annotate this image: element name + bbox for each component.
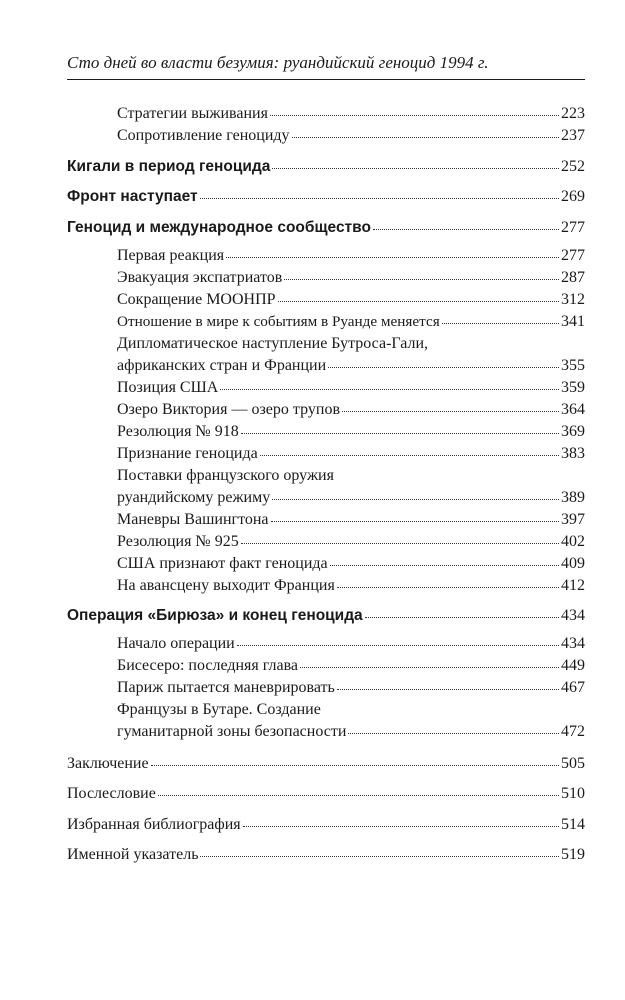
toc-entry-title: Фронт наступает (67, 188, 198, 205)
toc-chapter (67, 187, 585, 207)
toc-entry-page: 383 (561, 445, 585, 462)
dot-leader (243, 822, 559, 827)
toc-entry-page: 237 (561, 127, 585, 144)
toc-entry-title: Избранная библиография (67, 816, 241, 833)
toc-entry (117, 312, 585, 332)
toc-entry-page: 287 (561, 269, 585, 286)
dot-leader (278, 297, 559, 302)
toc-entry-page: 505 (561, 755, 585, 772)
toc-entry (117, 634, 585, 654)
dot-leader (226, 253, 559, 258)
toc-entry-page: 402 (561, 533, 585, 550)
dot-leader (373, 225, 559, 230)
toc-chapter (67, 784, 585, 804)
toc-entry (117, 378, 585, 398)
toc-entry (117, 488, 585, 508)
toc-entry-title: Признание геноцида (117, 445, 258, 462)
running-header: Сто дней во власти безумия: руандийский геноцид 1994 г. (67, 53, 489, 72)
toc-entry-page: 434 (561, 635, 585, 652)
toc-entry-page: 514 (561, 816, 585, 833)
toc-entry (117, 532, 585, 552)
toc-entry-page: 409 (561, 555, 585, 572)
toc-entry-title: Именной указатель (67, 846, 199, 863)
toc-entry-page: 277 (561, 247, 585, 264)
toc-entry-title: США признают факт геноцида (117, 555, 328, 572)
toc-entry-title: Сопротивление геноциду (117, 127, 290, 144)
toc-entry-title: Стратегии выживания (117, 105, 268, 122)
toc-entry-title: гуманитарной зоны безопасности (117, 723, 347, 740)
dot-leader (200, 194, 559, 199)
dot-leader (330, 561, 559, 566)
toc-entry-title: Эвакуация экспатриатов (117, 269, 283, 286)
toc-entry-title: На авансцену выходит Франция (117, 577, 335, 594)
toc-entry-page: 277 (561, 219, 585, 236)
toc-entry-title: Отношение в мире к событиям в Руанде меняется (117, 313, 440, 330)
toc-entry-page: 389 (561, 489, 585, 506)
dot-leader (348, 729, 559, 734)
toc-entry-page: 472 (561, 723, 585, 740)
dot-leader (328, 363, 559, 368)
dot-leader (241, 429, 559, 434)
dot-leader (284, 275, 559, 280)
toc-entry-page: 449 (561, 657, 585, 674)
toc-entry-title: Париж пытается маневрировать (117, 679, 335, 696)
dot-leader (337, 583, 559, 588)
toc-entry-page: 223 (561, 105, 585, 122)
toc-entry-title: Озеро Виктория — озеро трупов (117, 401, 340, 418)
dot-leader (300, 663, 559, 668)
toc-entry-page: 252 (561, 158, 585, 175)
toc-entry (117, 290, 585, 310)
toc-entry-title: Послесловие (67, 785, 156, 802)
toc-entry-line1: Поставки французского оружия (117, 467, 334, 484)
toc-entry-page: 467 (561, 679, 585, 696)
dot-leader (200, 852, 559, 857)
toc-entry-page: 312 (561, 291, 585, 308)
toc-entry-title: Начало операции (117, 635, 235, 652)
dot-leader (158, 791, 559, 796)
toc-entry-title: Геноцид и международное сообщество (67, 219, 371, 236)
toc-entry (117, 576, 585, 596)
toc-entry-page: 369 (561, 423, 585, 440)
toc-entry-page: 434 (561, 607, 585, 624)
toc-entry-page: 341 (561, 313, 585, 330)
dot-leader (337, 685, 559, 690)
toc-entry (117, 400, 585, 420)
toc-chapter (67, 157, 585, 177)
toc-entry (117, 246, 585, 266)
toc-entry-title: Сокращение МООНПР (117, 291, 276, 308)
toc-entry-title: Первая реакция (117, 247, 225, 264)
toc-entry-page: 269 (561, 188, 585, 205)
toc-entry-title: Кигали в период геноцида (67, 158, 271, 175)
toc-entry-page: 519 (561, 846, 585, 863)
dot-leader (271, 517, 559, 522)
toc-entry-title: Заключение (67, 755, 149, 772)
toc-entry-page: 412 (561, 577, 585, 594)
dot-leader (292, 133, 559, 138)
toc-entry-page: 364 (561, 401, 585, 418)
toc-chapter (67, 815, 585, 835)
toc-entry (117, 678, 585, 698)
dot-leader (270, 111, 559, 116)
toc-entry-title: Позиция США (117, 379, 219, 396)
dot-leader (272, 164, 559, 169)
toc-entry-title: Операция «Бирюза» и конец геноцида (67, 607, 363, 624)
toc-chapter (67, 845, 585, 865)
dot-leader (342, 407, 559, 412)
toc-entry (117, 268, 585, 288)
toc-entry (117, 554, 585, 574)
dot-leader (442, 319, 559, 324)
toc-entry (117, 356, 585, 376)
toc-entry (117, 510, 585, 530)
toc-entry-page: 397 (561, 511, 585, 528)
toc-entry-title: Маневры Вашингтона (117, 511, 269, 528)
dot-leader (237, 641, 559, 646)
dot-leader (260, 451, 559, 456)
dot-leader (220, 385, 559, 390)
toc-entry (117, 656, 585, 676)
toc-chapter (67, 606, 585, 626)
toc-entry (117, 104, 585, 124)
toc-entry-title: Резолюция № 925 (117, 533, 239, 550)
toc-entry-page: 355 (561, 357, 585, 374)
toc-entry-page: 359 (561, 379, 585, 396)
toc-entry-title: руандийскому режиму (117, 489, 271, 506)
toc-entry-title: Резолюция № 918 (117, 423, 239, 440)
dot-leader (241, 539, 559, 544)
toc-chapter (67, 218, 585, 238)
toc-entry (117, 422, 585, 442)
toc-chapter (67, 754, 585, 774)
dot-leader (365, 613, 559, 618)
dot-leader (151, 761, 559, 766)
toc-entry-line1: Французы в Бутаре. Создание (117, 701, 321, 718)
toc-entry (117, 126, 585, 146)
toc-entry-line1: Дипломатическое наступление Бутроса-Гали, (117, 335, 429, 352)
toc-entry-page: 510 (561, 785, 585, 802)
toc-entry (117, 444, 585, 464)
toc-entry (117, 722, 585, 742)
toc-entry-title: Бисесеро: последняя глава (117, 657, 299, 674)
dot-leader (272, 495, 559, 500)
toc-entry-title: африканских стран и Франции (117, 357, 327, 374)
